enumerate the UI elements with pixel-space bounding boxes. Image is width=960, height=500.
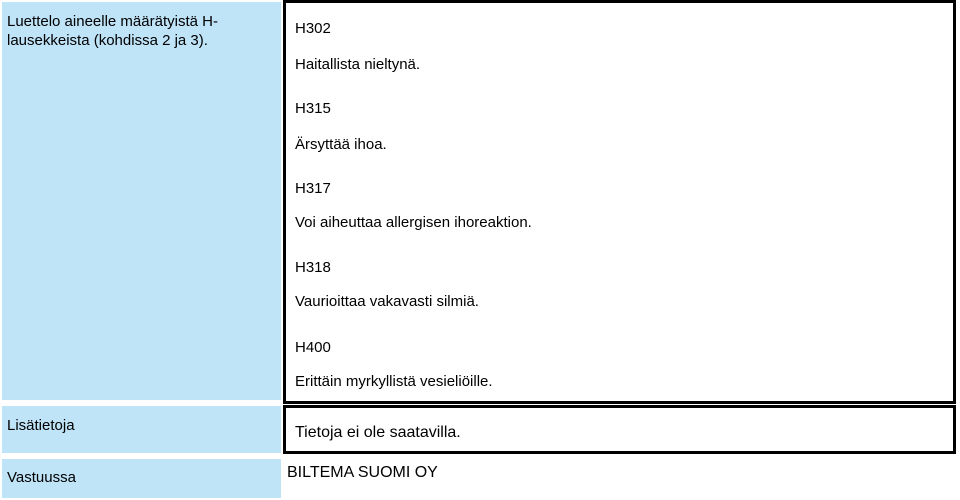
statement-code: H400	[295, 339, 331, 356]
statement-text: Haitallista nieltynä.	[295, 56, 421, 73]
responsible-value: BILTEMA SUOMI OY	[287, 464, 438, 481]
responsible-label-text: Vastuussa	[7, 469, 76, 486]
additional-info-box	[283, 405, 956, 454]
additional-info-label	[2, 406, 281, 453]
statement-text: Vaurioittaa vakavasti silmiä.	[295, 293, 479, 310]
h-statements-box	[283, 0, 956, 404]
statement-code: H315	[295, 100, 331, 117]
statement-code: H317	[295, 180, 331, 197]
additional-info-value: Tietoja ei ole saatavilla.	[295, 424, 461, 441]
responsible-label	[2, 459, 281, 498]
h-statements-label-text: Luettelo aineelle määrätyistä H-lausekkeista (kohdissa 2 ja 3).	[7, 13, 218, 49]
statement-text: Erittäin myrkyllistä vesieliöille.	[295, 373, 493, 390]
statement-text: Ärsyttää ihoa.	[295, 136, 387, 153]
h-statements-label	[2, 2, 281, 400]
statement-code: H302	[295, 20, 331, 37]
statement-code: H318	[295, 259, 331, 276]
statement-text: Voi aiheuttaa allergisen ihoreaktion.	[295, 214, 532, 231]
additional-info-label-text: Lisätietoja	[7, 417, 75, 434]
